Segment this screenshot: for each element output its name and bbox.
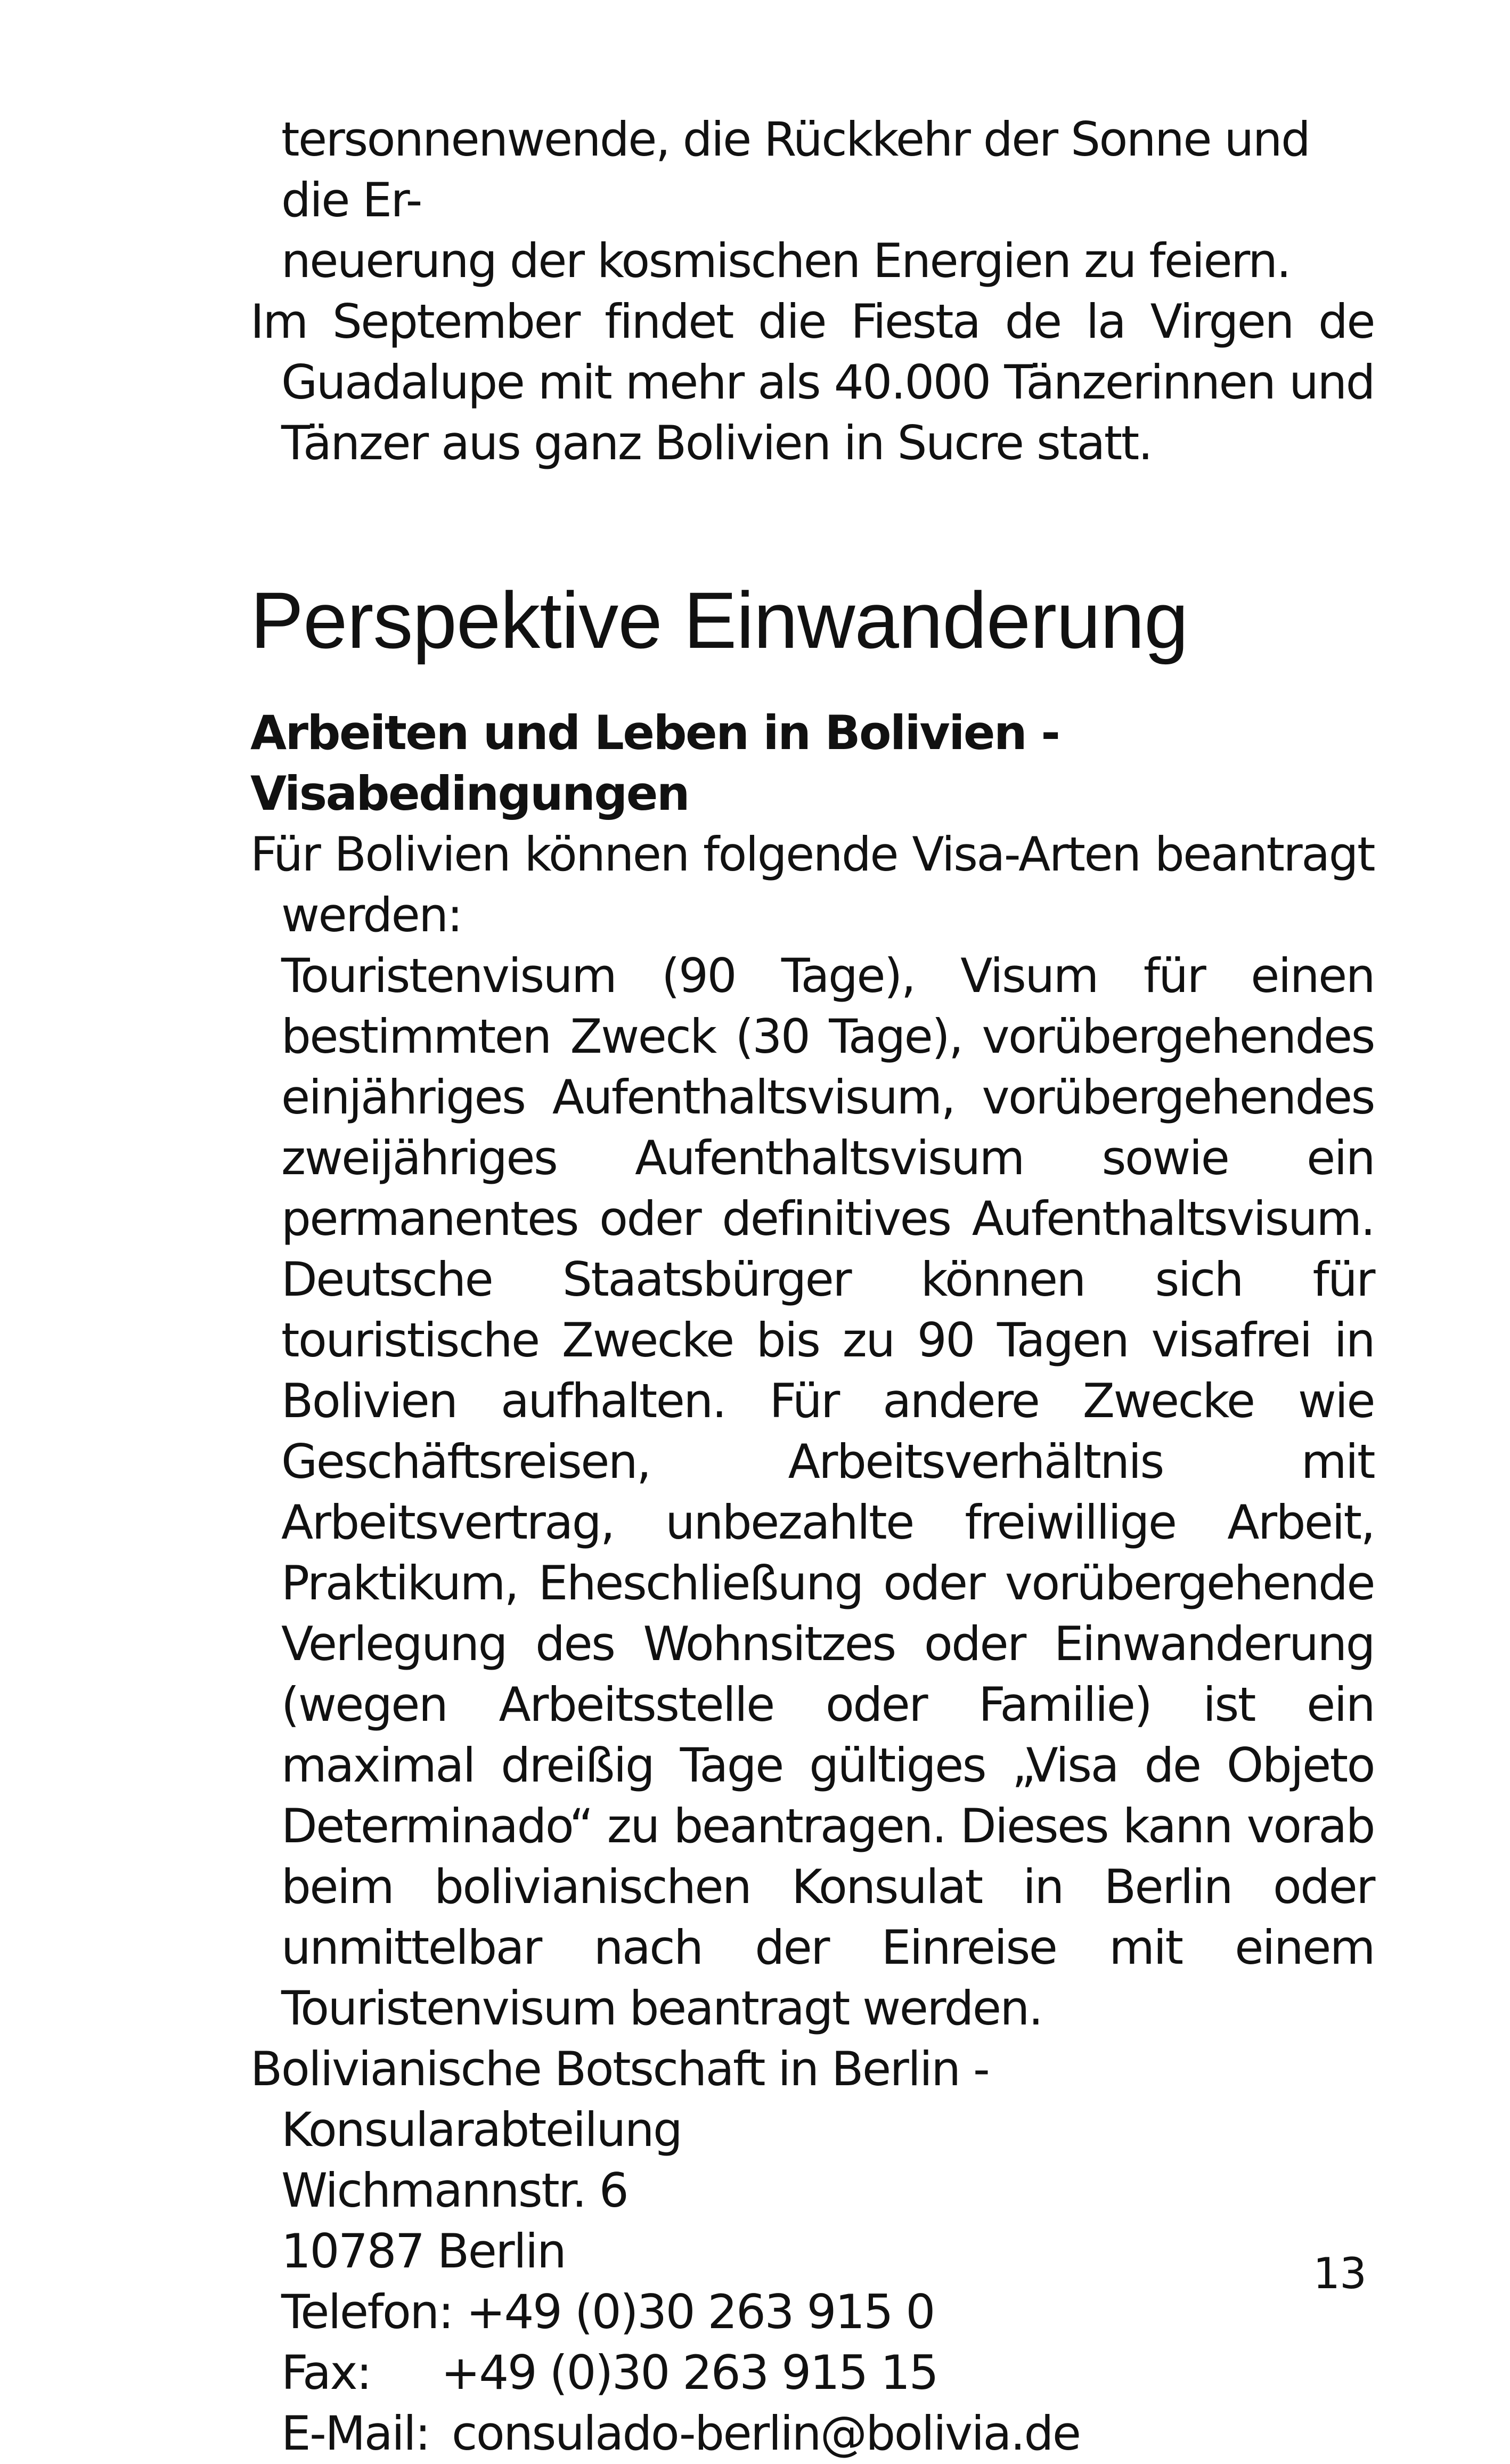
text-column [250,109,1374,2464]
phone-label: Telefon: [281,2284,453,2339]
page-number: 13 [1313,2249,1366,2298]
spacer [250,665,1374,703]
address-street: Wichmannstr. 6 [281,2163,628,2218]
phone-value: +49 (0)30 263 915 0 [466,2284,934,2339]
email-label: E-Mail: [281,2406,430,2461]
embassy-title: Bolivianische Botschaft in Berlin - Konsularabteilung [250,2042,989,2157]
fax-row [281,2343,1374,2403]
section-subheading: Arbeiten und Leben in Bolivien - Visabedingungen [250,705,1059,821]
email-value[interactable]: consulado-berlin@bolivia.de [452,2406,1080,2461]
intro-line-2: neuerung der kosmischen Energien zu feiern. [281,233,1290,288]
email-row [281,2403,1374,2464]
embassy-address [250,2160,1374,2464]
visa-body-paragraph: Touristenvisum (90 Tage), Visum für einen bestimmten Zweck (30 Tage), vorübergehendes einjähriges Aufenthaltsvisum, vorübergehendes zweijähriges Aufenthaltsvisum sowie ein permanentes oder definitives Aufenthaltsvisum. Deutsche Staatsbürger können sich für touristische Zwecke bis zu 90 Tagen visafrei in Bolivien aufhalten. Für andere Zwecke wie Geschäftsreisen, Arbeitsverhältnis mit Arbeitsvertrag, unbezahlte freiwillige Arbeit, Praktikum, Eheschließung oder vorübergehende Verlegung des Wohnsitzes oder Einwanderung (wegen Arbeitsstelle oder Familie) ist ein maximal dreißig Tage gültiges „Visa de Objeto Determinado“ zu beantragen. Dieses kann vorab beim bolivianischen Konsulat in Berlin oder unmittelbar nach der Einreise mit einem Touristenvisum beantragt werden. [281,948,1374,2036]
address-city: 10787 Berlin [281,2224,566,2279]
fiesta-paragraph: Im September findet die Fiesta de la Virgen de Guadalupe mit mehr als 40.000 Tänzerinnen und Tänzer aus ganz Bolivien in Sucre statt. [250,294,1374,470]
spacer [250,474,1374,575]
phone-row [281,2282,1374,2343]
intro-line-1: tersonnenwende, die Rückkehr der Sonne und die Er- [281,112,1310,227]
section-heading: Perspektive Einwanderung [250,575,1188,665]
fax-label: Fax: [281,2345,371,2400]
fax-value: +49 (0)30 263 915 15 [441,2345,938,2400]
intro-paragraph-continued [250,109,1374,291]
visa-lead-paragraph: Für Bolivien können folgende Visa-Arten beantragt werden: [250,827,1374,942]
